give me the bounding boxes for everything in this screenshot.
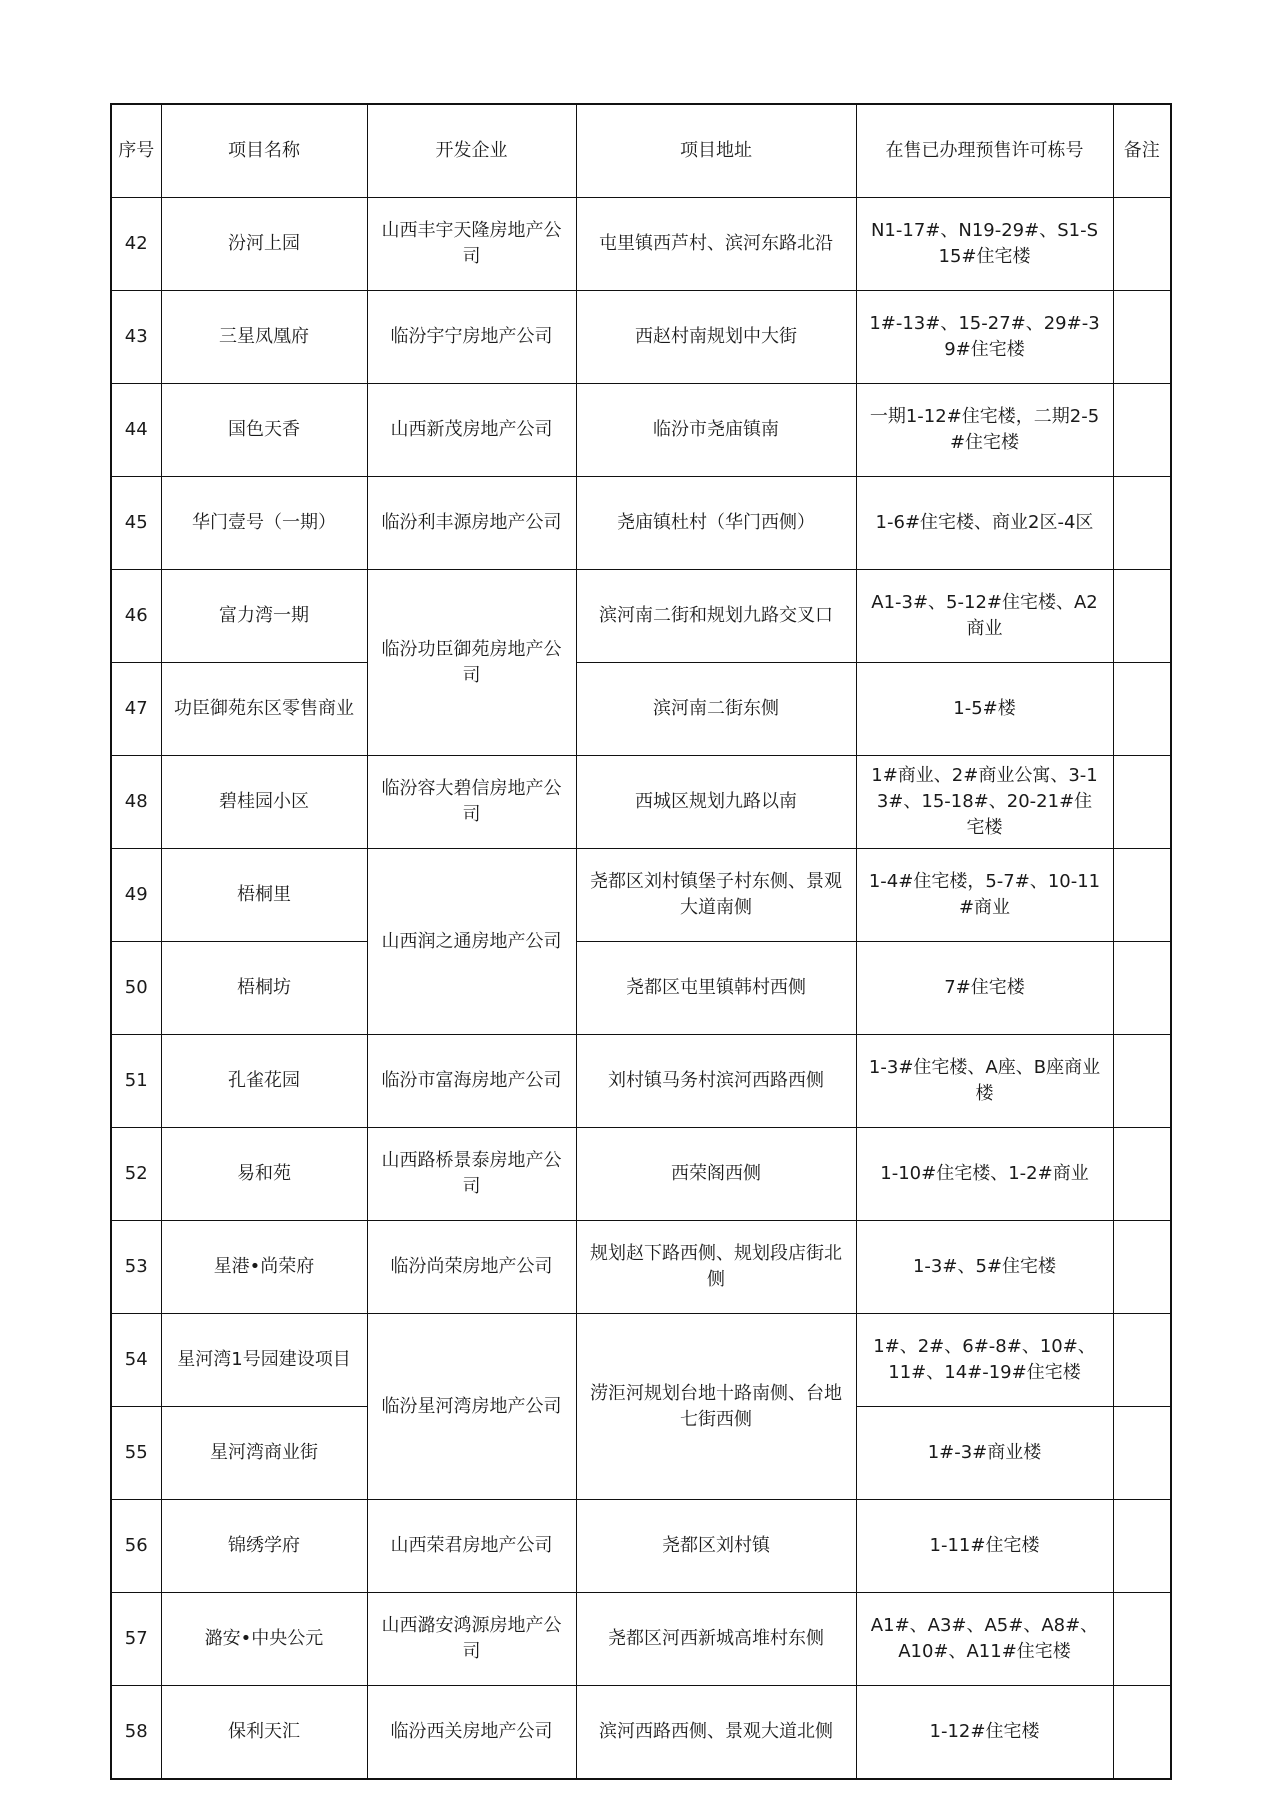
- cell-no: 42: [111, 198, 161, 291]
- cell-name: 孔雀花园: [161, 1035, 367, 1128]
- cell-name: 华门壹号（一期）: [161, 477, 367, 570]
- table-row: [111, 384, 1171, 477]
- cell-no: 46: [111, 570, 161, 663]
- cell-permits: A1-3#、5-12#住宅楼、A2商业: [856, 570, 1113, 663]
- cell-address: 西城区规划九路以南: [576, 756, 856, 849]
- cell-developer: 山西路桥景泰房地产公司: [367, 1128, 576, 1221]
- cell-developer: 山西润之通房地产公司: [367, 849, 576, 1035]
- cell-developer: 山西丰宇天隆房地产公司: [367, 198, 576, 291]
- header-address: 项目地址: [576, 104, 856, 198]
- cell-developer: 临汾功臣御苑房地产公司: [367, 570, 576, 756]
- cell-permits: A1#、A3#、A5#、A8#、A10#、A11#住宅楼: [856, 1593, 1113, 1686]
- cell-no: 56: [111, 1500, 161, 1593]
- cell-no: 48: [111, 756, 161, 849]
- cell-no: 50: [111, 942, 161, 1035]
- header-name: 项目名称: [161, 104, 367, 198]
- cell-name: 锦绣学府: [161, 1500, 367, 1593]
- cell-permits: 1#-3#商业楼: [856, 1407, 1113, 1500]
- cell-name: 国色天香: [161, 384, 367, 477]
- cell-no: 57: [111, 1593, 161, 1686]
- cell-permits: 1-11#住宅楼: [856, 1500, 1113, 1593]
- header-note: 备注: [1113, 104, 1171, 198]
- presale-permit-table: [110, 103, 1172, 1780]
- cell-address: 尧都区刘村镇堡子村东侧、景观大道南侧: [576, 849, 856, 942]
- cell-permits: N1-17#、N19-29#、S1-S15#住宅楼: [856, 198, 1113, 291]
- cell-note: [1113, 291, 1171, 384]
- cell-name: 潞安•中央公元: [161, 1593, 367, 1686]
- cell-note: [1113, 1221, 1171, 1314]
- header-no: 序号: [111, 104, 161, 198]
- cell-address: 刘村镇马务村滨河西路西侧: [576, 1035, 856, 1128]
- cell-address: 临汾市尧庙镇南: [576, 384, 856, 477]
- cell-note: [1113, 942, 1171, 1035]
- table-row: [111, 1500, 1171, 1593]
- cell-name: 碧桂园小区: [161, 756, 367, 849]
- table-row: [111, 849, 1171, 942]
- table-row: [111, 663, 1171, 756]
- cell-address: 滨河南二街东侧: [576, 663, 856, 756]
- table-row: [111, 1035, 1171, 1128]
- cell-name: 三星凤凰府: [161, 291, 367, 384]
- cell-no: 45: [111, 477, 161, 570]
- cell-address: 屯里镇西芦村、滨河东路北沿: [576, 198, 856, 291]
- table-row: [111, 1314, 1171, 1407]
- cell-name: 星河湾1号园建设项目: [161, 1314, 367, 1407]
- table-row: [111, 477, 1171, 570]
- cell-permits: 1-10#住宅楼、1-2#商业: [856, 1128, 1113, 1221]
- cell-developer: 临汾尚荣房地产公司: [367, 1221, 576, 1314]
- cell-note: [1113, 849, 1171, 942]
- table-row: [111, 942, 1171, 1035]
- cell-no: 52: [111, 1128, 161, 1221]
- cell-no: 47: [111, 663, 161, 756]
- cell-no: 53: [111, 1221, 161, 1314]
- cell-note: [1113, 1500, 1171, 1593]
- cell-permits: 1-3#住宅楼、A座、B座商业楼: [856, 1035, 1113, 1128]
- cell-note: [1113, 198, 1171, 291]
- cell-note: [1113, 1128, 1171, 1221]
- cell-address: 西赵村南规划中大街: [576, 291, 856, 384]
- cell-address: 尧都区屯里镇韩村西侧: [576, 942, 856, 1035]
- cell-note: [1113, 1407, 1171, 1500]
- cell-note: [1113, 384, 1171, 477]
- cell-note: [1113, 1593, 1171, 1686]
- cell-address: 滨河南二街和规划九路交叉口: [576, 570, 856, 663]
- cell-permits: 1#、2#、6#-8#、10#、11#、14#-19#住宅楼: [856, 1314, 1113, 1407]
- cell-permits: 1-3#、5#住宅楼: [856, 1221, 1113, 1314]
- cell-note: [1113, 663, 1171, 756]
- cell-address: 尧都区河西新城高堆村东侧: [576, 1593, 856, 1686]
- cell-permits: 1#商业、2#商业公寓、3-13#、15-18#、20-21#住宅楼: [856, 756, 1113, 849]
- document-page: [110, 103, 1170, 1780]
- cell-note: [1113, 756, 1171, 849]
- table-header-row: [111, 104, 1171, 198]
- cell-no: 55: [111, 1407, 161, 1500]
- cell-note: [1113, 1686, 1171, 1780]
- cell-developer: 临汾西关房地产公司: [367, 1686, 576, 1780]
- table-row: [111, 570, 1171, 663]
- cell-no: 43: [111, 291, 161, 384]
- table-row: [111, 198, 1171, 291]
- cell-note: [1113, 477, 1171, 570]
- cell-no: 49: [111, 849, 161, 942]
- cell-address: 西荣阁西侧: [576, 1128, 856, 1221]
- cell-name: 富力湾一期: [161, 570, 367, 663]
- cell-no: 54: [111, 1314, 161, 1407]
- table-row: [111, 756, 1171, 849]
- cell-developer: 山西荣君房地产公司: [367, 1500, 576, 1593]
- cell-permits: 1-6#住宅楼、商业2区-4区: [856, 477, 1113, 570]
- cell-name: 梧桐里: [161, 849, 367, 942]
- cell-address: 尧庙镇杜村（华门西侧）: [576, 477, 856, 570]
- cell-developer: 山西潞安鸿源房地产公司: [367, 1593, 576, 1686]
- cell-developer: 临汾宇宁房地产公司: [367, 291, 576, 384]
- table-row: [111, 1686, 1171, 1780]
- cell-permits: 1-12#住宅楼: [856, 1686, 1113, 1780]
- cell-note: [1113, 570, 1171, 663]
- cell-address: 尧都区刘村镇: [576, 1500, 856, 1593]
- cell-developer: 临汾利丰源房地产公司: [367, 477, 576, 570]
- cell-no: 51: [111, 1035, 161, 1128]
- table-row: [111, 291, 1171, 384]
- cell-permits: 7#住宅楼: [856, 942, 1113, 1035]
- cell-address: 涝洰河规划台地十路南侧、台地七街西侧: [576, 1314, 856, 1500]
- header-permits: 在售已办理预售许可栋号: [856, 104, 1113, 198]
- header-developer: 开发企业: [367, 104, 576, 198]
- cell-name: 易和苑: [161, 1128, 367, 1221]
- cell-developer: 临汾容大碧信房地产公司: [367, 756, 576, 849]
- cell-permits: 1-4#住宅楼，5-7#、10-11#商业: [856, 849, 1113, 942]
- cell-name: 保利天汇: [161, 1686, 367, 1780]
- cell-note: [1113, 1035, 1171, 1128]
- table-row: [111, 1221, 1171, 1314]
- cell-name: 汾河上园: [161, 198, 367, 291]
- cell-permits: 1-5#楼: [856, 663, 1113, 756]
- cell-note: [1113, 1314, 1171, 1407]
- cell-name: 星河湾商业街: [161, 1407, 367, 1500]
- cell-developer: 山西新茂房地产公司: [367, 384, 576, 477]
- cell-name: 星港•尚荣府: [161, 1221, 367, 1314]
- cell-name: 梧桐坊: [161, 942, 367, 1035]
- cell-permits: 一期1-12#住宅楼，二期2-5#住宅楼: [856, 384, 1113, 477]
- cell-permits: 1#-13#、15-27#、29#-39#住宅楼: [856, 291, 1113, 384]
- cell-address: 规划赵下路西侧、规划段店街北侧: [576, 1221, 856, 1314]
- cell-developer: 临汾星河湾房地产公司: [367, 1314, 576, 1500]
- cell-developer: 临汾市富海房地产公司: [367, 1035, 576, 1128]
- cell-name: 功臣御苑东区零售商业: [161, 663, 367, 756]
- table-row: [111, 1593, 1171, 1686]
- cell-no: 58: [111, 1686, 161, 1780]
- table-row: [111, 1128, 1171, 1221]
- cell-no: 44: [111, 384, 161, 477]
- cell-address: 滨河西路西侧、景观大道北侧: [576, 1686, 856, 1780]
